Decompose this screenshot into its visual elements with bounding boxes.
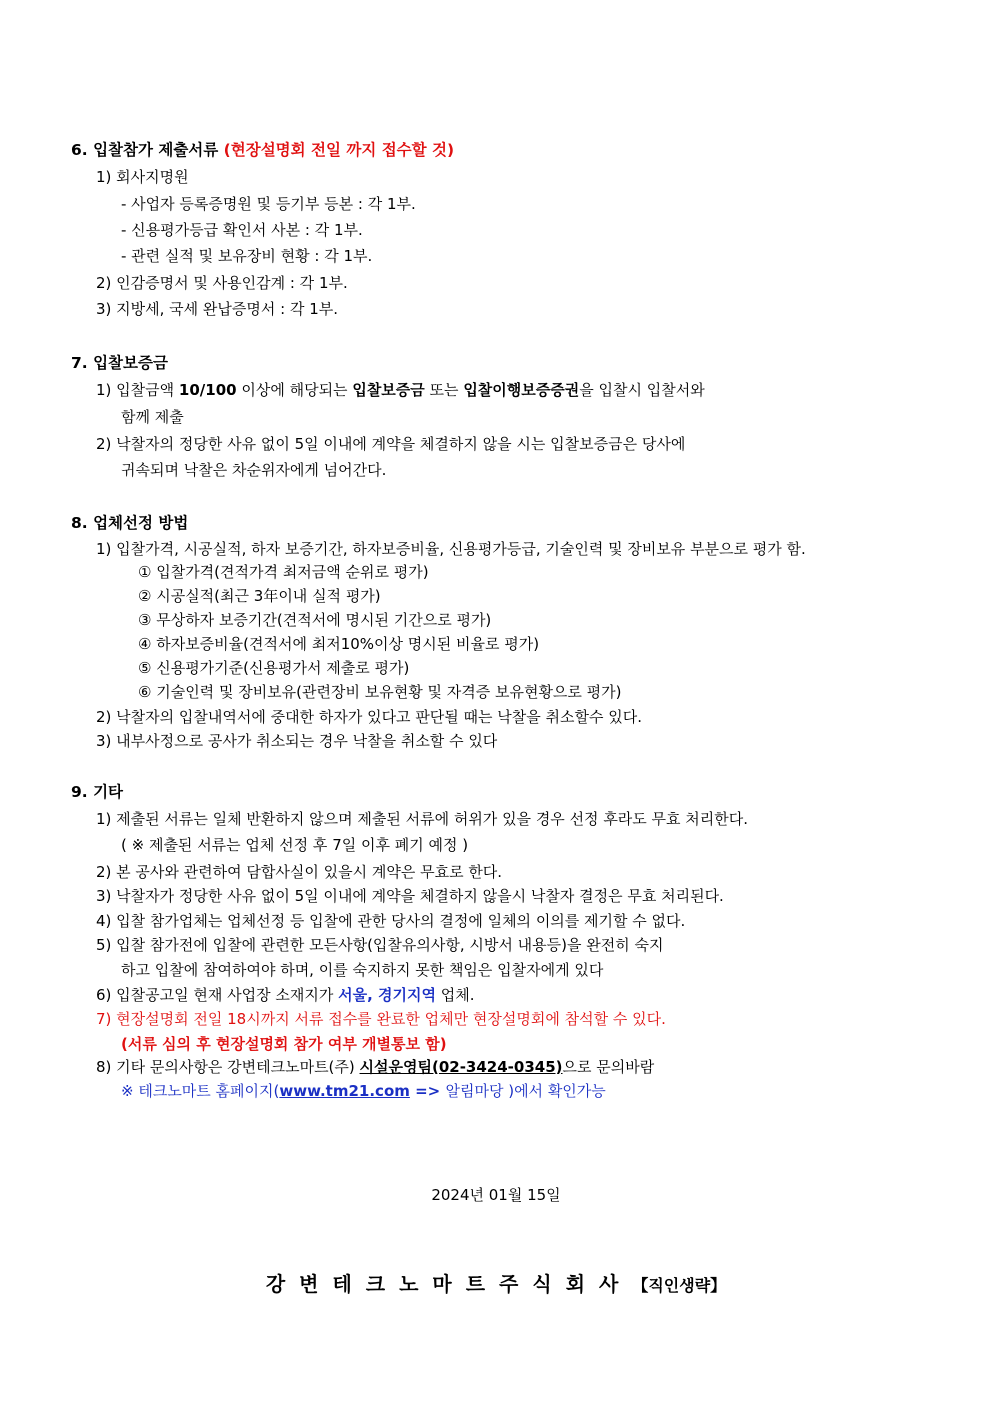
company-name: 강변테크노마트주식회사 — [265, 1272, 633, 1296]
sec6-item-1b: - 신용평가등급 확인서 사본 : 각 1부. — [121, 221, 363, 239]
sec9-item-8 — [96, 1057, 654, 1077]
sec9-item-8-post: 으로 문의바람 — [562, 1058, 655, 1076]
sec9-item-4: 4) 입찰 참가업체는 업체선정 등 입찰에 관한 당사의 결정에 일체의 이의를 제기할 수 없다. — [96, 912, 686, 930]
sec7-item-1-cont: 함께 제출 — [121, 408, 184, 426]
sec7-bid-deposit: 입찰보증금 — [352, 381, 425, 399]
sec6-item-2: 2) 인감증명서 및 사용인감계 : 각 1부. — [96, 274, 348, 292]
sec9-item-5-cont: 하고 입찰에 참여하여야 하며, 이를 숙지하지 못한 책임은 입찰자에게 있다 — [121, 961, 604, 979]
section-6-note: (현장설명회 전일 까지 접수할 것) — [223, 141, 455, 159]
sec9-item-2: 2) 본 공사와 관련하여 담합사실이 있을시 계약은 무효로 한다. — [96, 863, 503, 881]
section-8-title: 8. 업체선정 방법 — [71, 514, 189, 532]
sec7-ratio: 10/100 — [178, 381, 237, 399]
sec8-criterion-5: ⑤ 신용평가기준(신용평가서 제출로 평가) — [138, 659, 410, 677]
document-date: 2024년 01월 15일 — [431, 1186, 561, 1204]
sec9-homepage-note-pre: ※ 테크노마트 홈페이지( — [121, 1082, 280, 1100]
sec7-item-1-mid2: 또는 — [424, 381, 464, 399]
sec7-item-1-pre: 1) 입찰금액 — [96, 381, 179, 399]
sec9-homepage-note — [121, 1081, 606, 1101]
sec7-bid-bond: 입찰이행보증증권 — [463, 381, 580, 399]
sec8-criterion-2: ② 시공실적(최근 3年이내 실적 평가) — [138, 587, 381, 605]
sec9-item-8-pre: 8) 기타 문의사항은 강변테크노마트(주) — [96, 1058, 360, 1076]
sec8-item-2: 2) 낙찰자의 입찰내역서에 중대한 하자가 있다고 판단될 때는 낙찰을 취소할수 있다. — [96, 708, 643, 726]
sec7-item-1-post: 을 입찰시 입찰서와 — [579, 381, 705, 399]
sec7-item-2: 2) 낙찰자의 정당한 사유 없이 5일 이내에 계약을 체결하지 않을 시는 입찰보증금은 당사에 — [96, 435, 686, 453]
sec6-item-1: 1) 회사지명원 — [96, 168, 189, 186]
sec7-item-1-mid1: 이상에 해당되는 — [236, 381, 353, 399]
sec9-item-3: 3) 낙찰자가 정당한 사유 없이 5일 이내에 계약을 체결하지 않을시 낙찰자 결정은 무효 처리된다. — [96, 887, 724, 905]
section-6-title: 6. 입찰참가 제출서류 — [71, 141, 219, 159]
sec7-item-1 — [96, 380, 705, 400]
sec8-criterion-1: ① 입찰가격(견적가격 최저금액 순위로 평가) — [138, 563, 429, 581]
sec8-item-1: 1) 입찰가격, 시공실적, 하자 보증기간, 하자보증비율, 신용평가등급, 기술인력 및 장비보유 부분으로 평가 함. — [96, 540, 806, 558]
sec6-item-3: 3) 지방세, 국세 완납증명서 : 각 1부. — [96, 300, 339, 318]
sec6-item-1a: - 사업자 등록증명원 및 등기부 등본 : 각 1부. — [121, 195, 416, 213]
sec7-item-2-cont: 귀속되며 낙찰은 차순위자에게 넘어간다. — [121, 461, 387, 479]
seal-omitted-tag: 【직인생략】 — [632, 1276, 727, 1295]
section-7-title: 7. 입찰보증금 — [71, 354, 168, 372]
sec9-item-6-pre: 6) 입찰공고일 현재 사업장 소재지가 — [96, 986, 339, 1004]
sec8-criterion-6: ⑥ 기술인력 및 장비보유(관련장비 보유현황 및 자격증 보유현황으로 평가) — [138, 683, 622, 701]
sec9-item-1-cont: ( ※ 제출된 서류는 업체 선정 후 7일 이후 폐기 예정 ) — [121, 836, 469, 854]
sec9-item-1: 1) 제출된 서류는 일체 반환하지 않으며 제출된 서류에 허위가 있을 경우 선정 후라도 무효 처리한다. — [96, 810, 749, 828]
sec9-item-7: 7) 현장설명회 전일 18시까지 서류 접수를 완료한 업체만 현장설명회에 참석할 수 있다. — [96, 1010, 666, 1028]
sec9-item-5: 5) 입찰 참가전에 입찰에 관련한 모든사항(입찰유의사항, 시방서 내용등)을 완전히 숙지 — [96, 936, 664, 954]
homepage-link[interactable]: www.tm21.com — [279, 1082, 410, 1100]
section-6-heading — [71, 140, 454, 160]
sec9-homepage-note-post: 알림마당 )에서 확인가능 — [445, 1082, 606, 1100]
sec9-item-7-cont: (서류 심의 후 현장설명회 참가 여부 개별통보 함) — [121, 1035, 447, 1053]
arrow-text: => — [409, 1082, 446, 1100]
sec8-criterion-4: ④ 하자보증비율(견적서에 최저10%이상 명시된 비율로 평가) — [138, 635, 540, 653]
company-signature — [0, 1270, 992, 1300]
sec9-contact-team: 시설운영팀(02-3424-0345) — [359, 1058, 563, 1076]
sec6-item-1c: - 관련 실적 및 보유장비 현황 : 각 1부. — [121, 247, 373, 265]
sec9-item-6-post: 업체. — [435, 986, 475, 1004]
sec8-item-3: 3) 내부사정으로 공사가 취소되는 경우 낙찰을 취소할 수 있다 — [96, 732, 498, 750]
sec9-region-highlight: 서울, 경기지역 — [338, 986, 436, 1004]
section-9-title: 9. 기타 — [71, 783, 124, 801]
sec8-criterion-3: ③ 무상하자 보증기간(견적서에 명시된 기간으로 평가) — [138, 611, 492, 629]
sec9-item-6 — [96, 985, 475, 1005]
